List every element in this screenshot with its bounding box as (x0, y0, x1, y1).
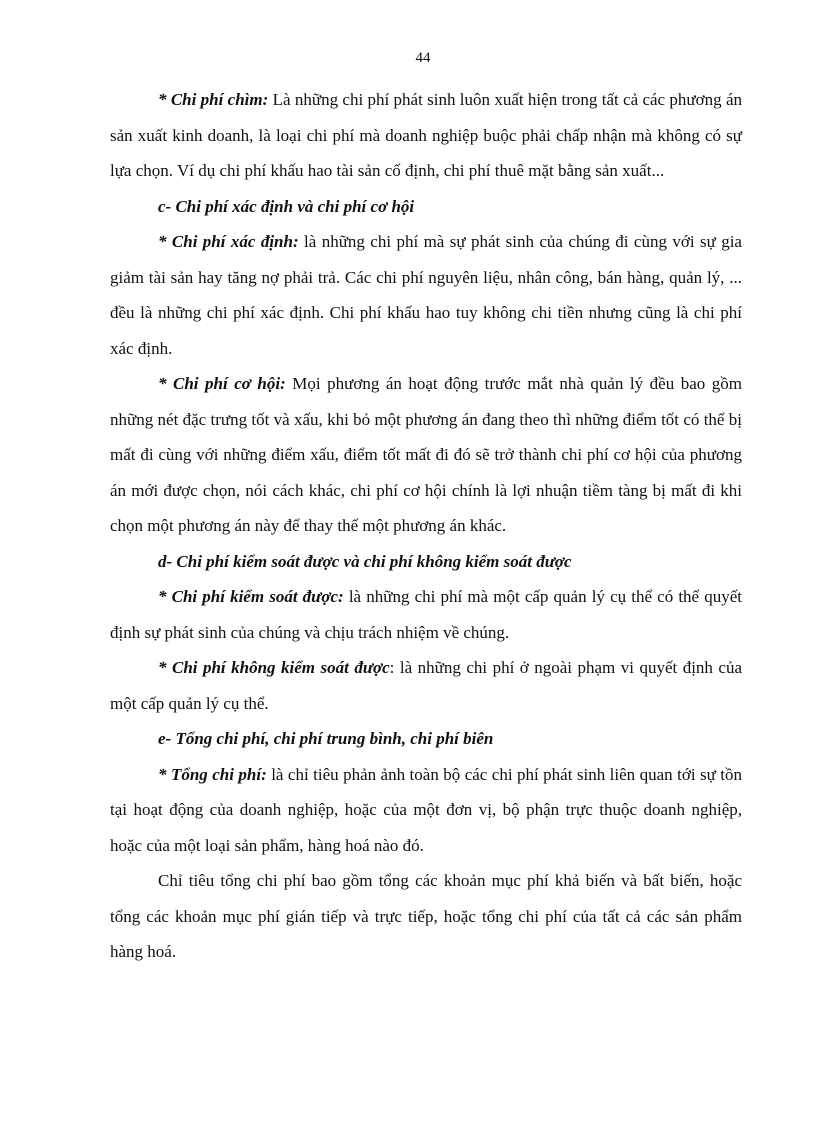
section-heading-d: d- Chi phí kiểm soát được và chi phí không kiểm soát được (158, 551, 572, 571)
paragraph-text: là chỉ tiêu phản ảnh toàn bộ các chi phí phát sinh liên quan tới sự tồn tại hoạt động của doanh nghiệp, hoặc của một đơn vị, bộ phận trực thuộc doanh nghiệp, hoặc của một loại sản phẩm, hàng hoá nào đó. (110, 764, 742, 855)
paragraph-determined-cost (110, 224, 742, 366)
paragraph-opportunity-cost (110, 366, 742, 544)
term-sunk-cost: * Chi phí chìm: (158, 90, 269, 109)
section-heading-e: e- Tổng chi phí, chi phí trung bình, chi phí biên (158, 729, 494, 748)
page-content (110, 82, 742, 970)
paragraph-total-cost (110, 757, 742, 864)
paragraph-sunk-cost (110, 82, 742, 189)
term-uncontrollable-cost: * Chi phí không kiểm soát được (158, 658, 390, 677)
section-heading-c: c- Chi phí xác định và chi phí cơ hội (158, 196, 415, 216)
paragraph-uncontrollable-cost (110, 650, 742, 721)
page-number: 44 (415, 50, 431, 66)
term-opportunity-cost: * Chi phí cơ hội: (158, 374, 286, 393)
paragraph-text: Là những chi phí phát sinh luôn xuất hiện trong tất cả các phương án sản xuất kinh doanh, là loại chi phí mà doanh nghiệp buộc phải chấp nhận mà không có sự lựa chọn. Ví dụ chi phí khấu hao tài sản cố định, chi phí thuê mặt bằng sản xuất... (110, 90, 742, 180)
paragraph-text: là những chi phí mà một cấp quản lý cụ thể có thể quyết định sự phát sinh của chúng và chịu trách nhiệm về chúng. (110, 587, 742, 642)
paragraph-controllable-cost (110, 579, 742, 650)
term-determined-cost: * Chi phí xác định: (158, 232, 299, 251)
term-controllable-cost: * Chi phí kiểm soát được: (158, 587, 344, 606)
paragraph-text: : là những chi phí ở ngoài phạm vi quyết định của một cấp quản lý cụ thể. (110, 658, 742, 713)
term-total-cost: * Tổng chi phí: (158, 764, 267, 784)
paragraph-total-cost-detail: Chỉ tiêu tổng chi phí bao gồm tổng các khoản mục phí khả biến và bất biến, hoặc tổng các khoản mục phí gián tiếp và trực tiếp, hoặc tổng chi phí của tất cả các sản phẩm hàng hoá. (110, 871, 742, 961)
paragraph-text: Mọi phương án hoạt động trước mắt nhà quản lý đều bao gồm những nét đặc trưng tốt và xấu, khi bỏ một phương án đang theo thì những điểm tốt có thể bị mất đi cùng với những điểm xấu, điểm tốt mất đi đó sẽ trở thành chi phí cơ hội của phương án mới được chọn, nói cách khác, chi phí cơ hội chính là lợi nhuận tiềm tàng bị mất đi khi chọn một phương án này để thay thế một phương án khác. (110, 374, 743, 535)
paragraph-text: là những chi phí mà sự phát sinh của chúng đi cùng với sự gia giảm tài sản hay tăng nợ phải trả. Các chi phí nguyên liệu, nhân công, bán hàng, quản lý, ... đều là những chi phí xác định. Chi phí khấu hao tuy không chi tiền nhưng cũng là chi phí xác định. (110, 232, 742, 358)
